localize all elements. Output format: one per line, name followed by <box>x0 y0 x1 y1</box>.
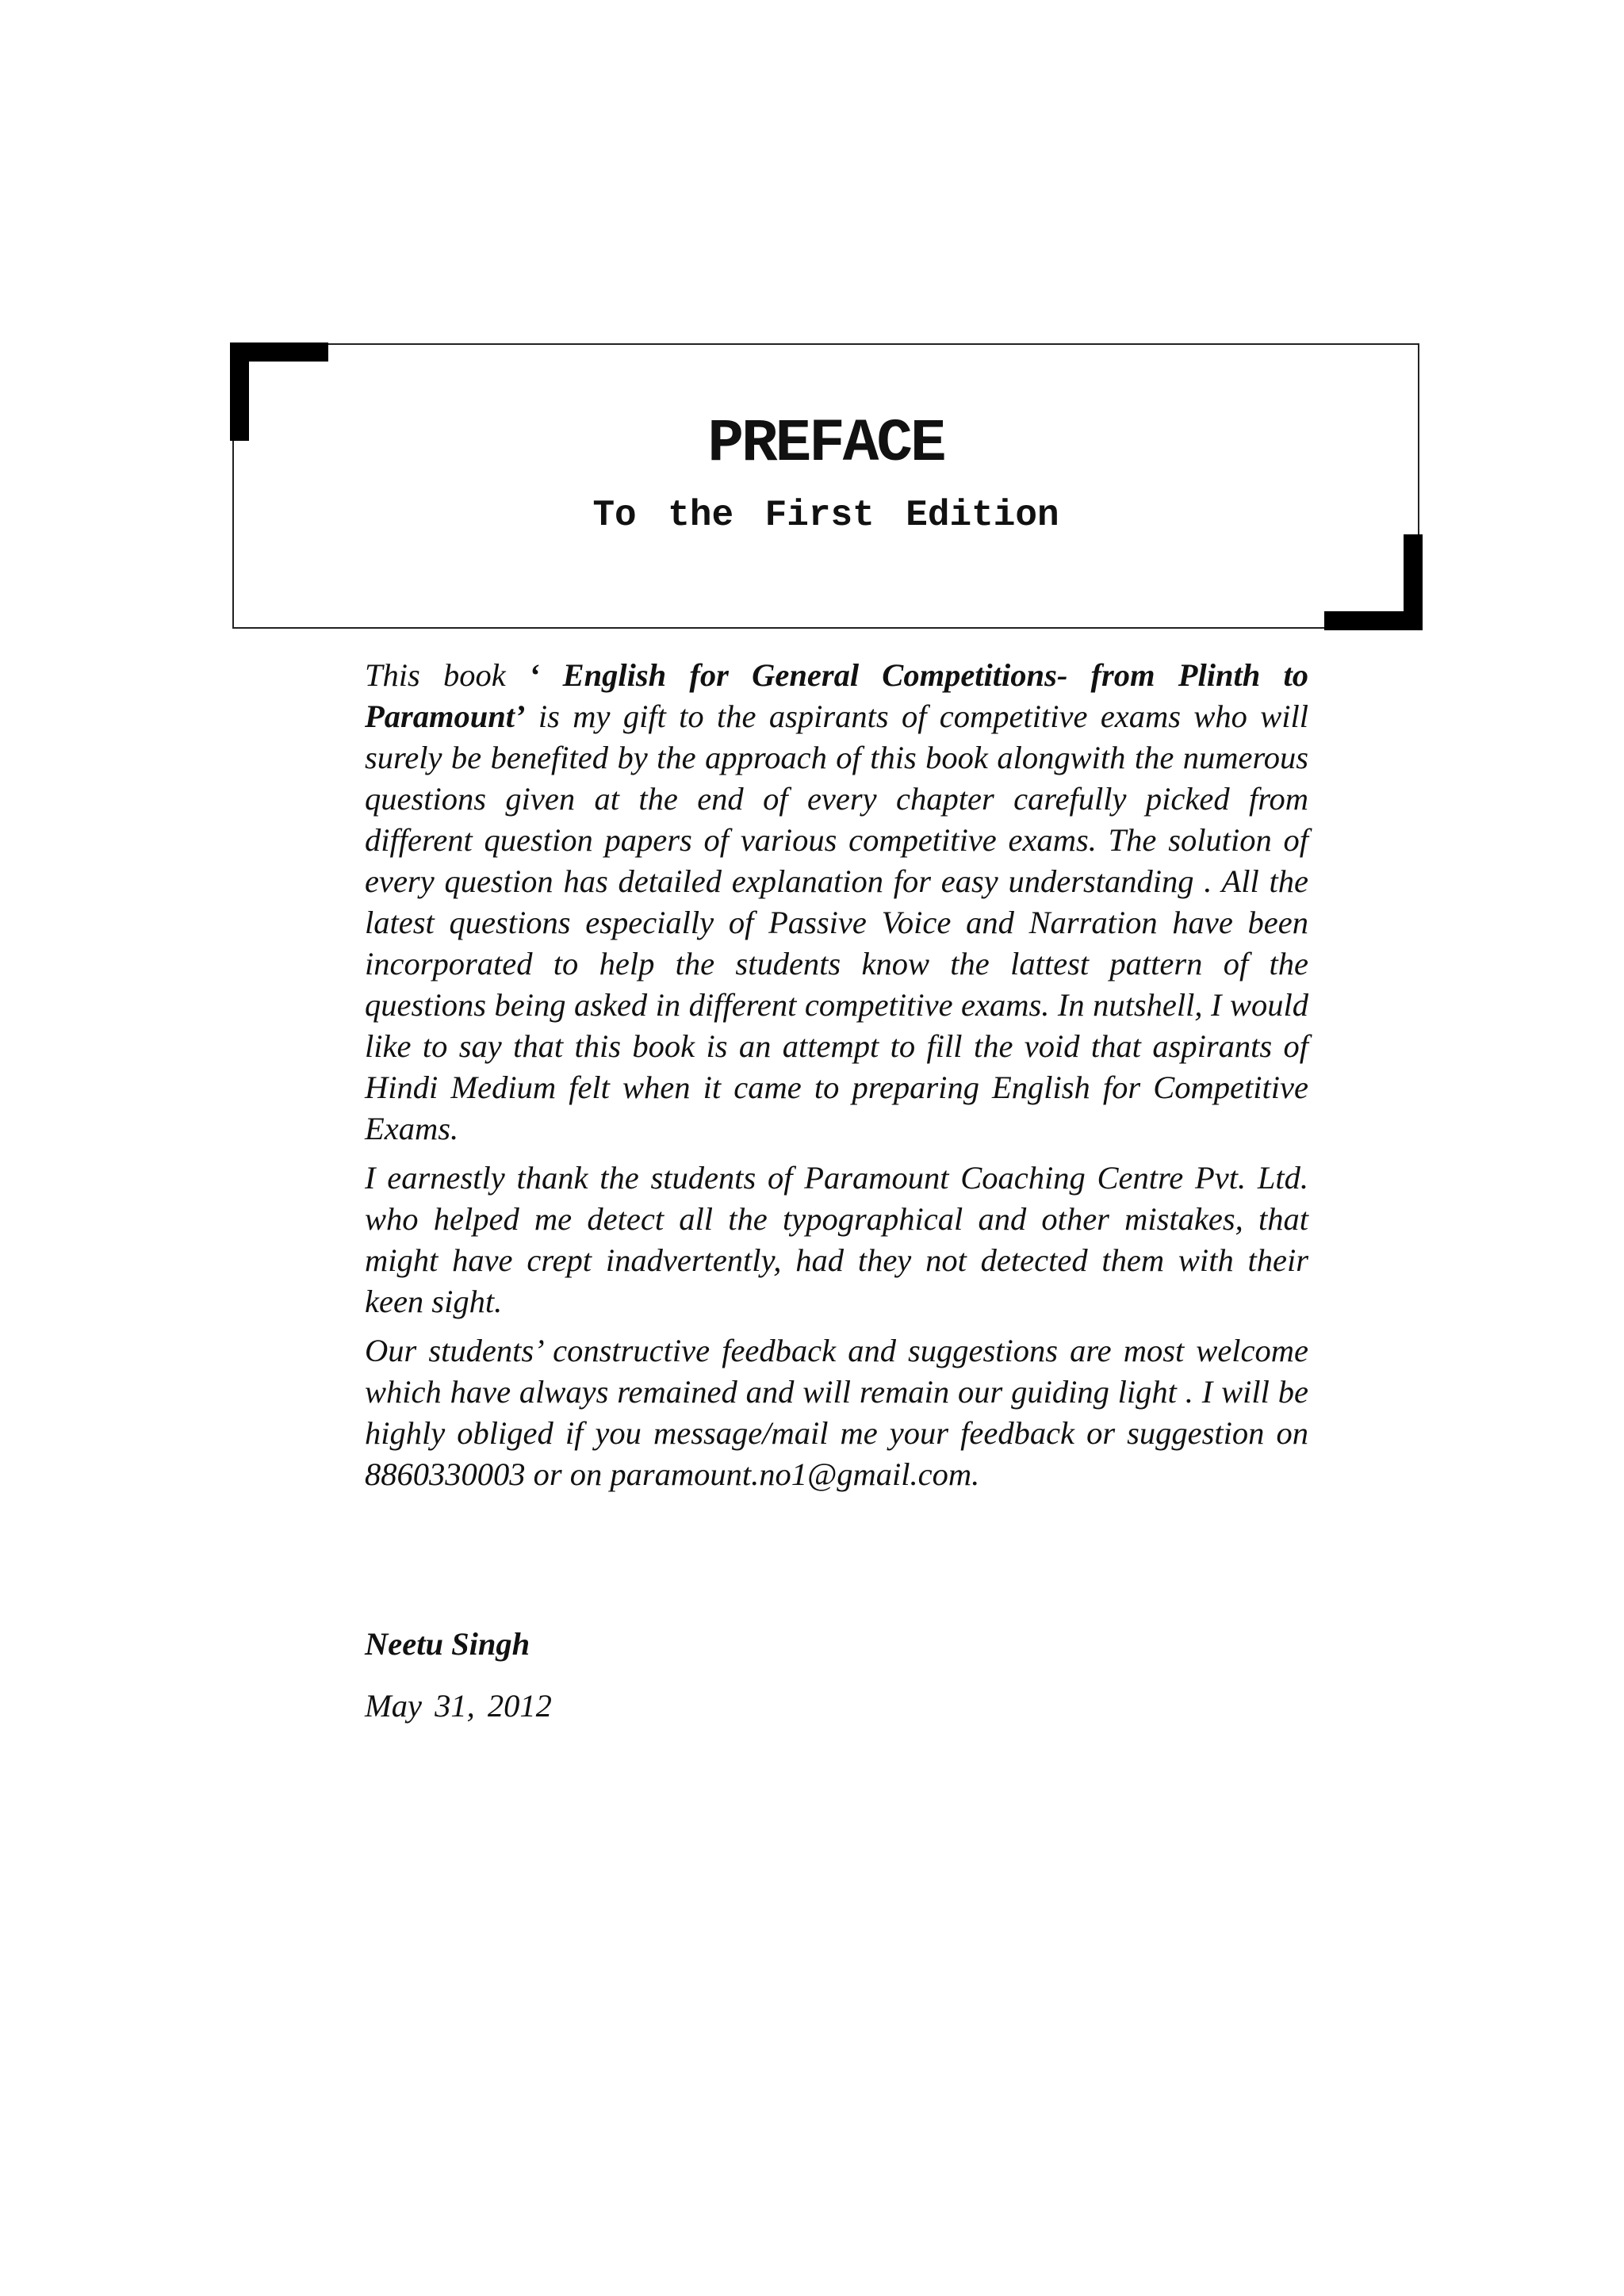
corner-bracket-bottom-right-vertical <box>1404 534 1423 630</box>
paragraph-1-text: is my gift to the aspirants of competitive exams who will surely be benefited by the approach of this book alongwith the numerous questions given at the end of every chapter carefully picked from different question papers of various competitive exams. The solution of every question has detailed explanation for easy understanding . All the latest questions especially of Passive Voice and Narration have been incorporated to help the students know the lattest pattern of the questions being asked in different competitive exams. In nutshell, I would like to say that this book is an attempt to fill the void that aspirants of Hindi Medium felt when it came to preparing English for Competitive Exams. <box>365 698 1308 1146</box>
book-title: ‘ English for General Competitions- from Plinth to Paramount’ <box>365 657 1309 734</box>
preface-body <box>365 655 1308 1503</box>
paragraph-1-intro: This book <box>365 657 529 693</box>
page-subtitle: To the First Edition <box>592 495 1059 536</box>
signature-date: May 31, 2012 <box>365 1688 552 1724</box>
paragraph-2: I earnestly thank the students of Paramount Coaching Centre Pvt. Ltd. who helped me detect all the typographical and other mistakes, that might have crept inadvertently, had they not detected them with their keen sight. <box>365 1160 1308 1319</box>
author-name: Neetu Singh <box>365 1626 530 1662</box>
page-title: PREFACE <box>707 410 944 478</box>
paragraph-1 <box>365 655 1308 1150</box>
header-frame <box>232 343 1419 629</box>
paragraph-3: Our students’ constructive feedback and suggestions are most welcome which have always remained and will remain our guiding light . I will be highly obliged if you message/mail me your feedback or suggestion on 8860330003 or on paramount.no1@gmail.com. <box>365 1333 1308 1492</box>
